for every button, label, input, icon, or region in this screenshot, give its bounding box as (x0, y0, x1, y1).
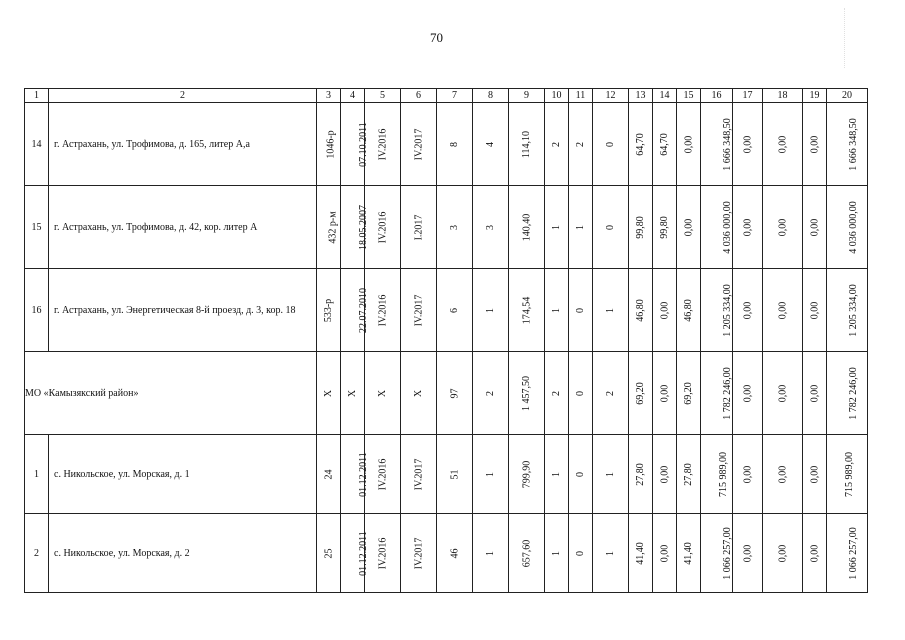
cell-value: 46,80 (635, 298, 646, 322)
cell-value: 0,00 (809, 384, 820, 402)
cell-value: 1 (485, 471, 496, 477)
cell-value: 114,10 (520, 130, 532, 158)
cell-value: 2 (575, 141, 586, 147)
cell-c15 (677, 269, 701, 352)
cell-value: 2 (551, 141, 562, 147)
cell-c17 (733, 352, 763, 435)
cell-c9 (509, 514, 545, 593)
cell-c4 (341, 186, 369, 269)
cell-c17 (733, 435, 763, 514)
housing-table (24, 88, 868, 593)
cell-c15 (677, 103, 701, 186)
cell-c3 (317, 352, 341, 435)
cell-c17 (733, 186, 763, 269)
cell-value: 0,00 (777, 135, 788, 153)
cell-value: 0,00 (659, 384, 670, 402)
cell-value: 22.07.2010 (358, 287, 369, 333)
cell-value: 0,00 (777, 465, 788, 483)
cell-c12 (593, 435, 629, 514)
cell-value: 1 (485, 550, 496, 556)
cell-c7 (437, 435, 473, 514)
header-cell-12: 12 (593, 89, 629, 103)
cell-c19 (803, 514, 827, 593)
cell-value: 1 066 257,00 (721, 526, 733, 580)
cell-c19 (803, 103, 827, 186)
cell-c11 (569, 352, 593, 435)
cell-value: IV.2016 (376, 211, 388, 243)
cell-c16 (701, 435, 733, 514)
cell-value: 0,00 (809, 544, 820, 562)
cell-value: 1 (605, 550, 616, 556)
cell-value: 140,40 (521, 213, 532, 241)
cell-value: Х (412, 389, 424, 397)
cell-value: Х (376, 389, 388, 397)
cell-value: 1 (605, 471, 616, 477)
cell-c14 (653, 269, 677, 352)
header-cell-1: 1 (25, 89, 49, 103)
cell-value: 0 (605, 141, 616, 147)
cell-c5 (365, 514, 401, 593)
cell-c3 (317, 103, 341, 186)
header-cell-3: 3 (317, 89, 341, 103)
cell-value: 1 205 334,00 (847, 283, 859, 337)
district-summary-label: МО «Камызякский район» (25, 352, 317, 435)
cell-c10 (545, 514, 569, 593)
cell-c16 (701, 103, 733, 186)
cell-value: 46,80 (683, 298, 694, 322)
cell-c19 (803, 186, 827, 269)
address-cell: г. Астрахань, ул. Трофимова, д. 42, кор. литер А (49, 186, 317, 269)
cell-value: 1 (485, 307, 496, 313)
cell-value: 0 (575, 550, 586, 556)
cell-value: 1 (605, 307, 616, 313)
address-cell: с. Никольское, ул. Морская, д. 2 (49, 514, 317, 593)
cell-value: 0,00 (777, 544, 788, 562)
cell-c18 (763, 435, 803, 514)
cell-c4 (341, 435, 369, 514)
cell-c4 (341, 269, 369, 352)
cell-value: IV.2017 (412, 537, 424, 569)
address-cell: с. Никольское, ул. Морская, д. 1 (49, 435, 317, 514)
cell-c8 (473, 103, 509, 186)
cell-c19 (803, 435, 827, 514)
cell-c14 (653, 514, 677, 593)
cell-value: 0,00 (742, 384, 753, 402)
page-number: 70 (430, 30, 443, 45)
cell-value: 0,00 (742, 301, 753, 319)
cell-c19 (803, 269, 827, 352)
cell-value: 64,70 (635, 132, 646, 156)
row-number: 15 (25, 186, 49, 269)
cell-c15 (677, 514, 701, 593)
header-cell-13: 13 (629, 89, 653, 103)
cell-value: 799,90 (521, 460, 532, 488)
cell-c12 (593, 514, 629, 593)
header-cell-9: 9 (509, 89, 545, 103)
cell-value: 0 (575, 471, 586, 477)
cell-c3 (317, 514, 341, 593)
cell-c9 (509, 186, 545, 269)
cell-c10 (545, 103, 569, 186)
cell-c7 (437, 269, 473, 352)
cell-value: 3 (485, 224, 496, 230)
cell-value: 0,00 (659, 544, 670, 562)
cell-value: Х (346, 389, 358, 397)
cell-value: 0,00 (809, 465, 820, 483)
cell-c3 (317, 186, 341, 269)
cell-c13 (629, 435, 653, 514)
row-number: 16 (25, 269, 49, 352)
cell-c10 (545, 186, 569, 269)
cell-value: 1 (551, 550, 562, 556)
cell-c17 (733, 514, 763, 593)
cell-value: 41,40 (635, 541, 646, 565)
table-row (25, 435, 868, 514)
cell-value: 174,54 (521, 296, 532, 324)
cell-value: 4 (485, 141, 496, 147)
cell-c18 (763, 269, 803, 352)
cell-c4 (341, 352, 365, 435)
cell-value: 1 (575, 224, 586, 230)
cell-value: IV.2017 (412, 458, 424, 490)
cell-c8 (473, 352, 509, 435)
header-cell-16: 16 (701, 89, 733, 103)
cell-value: 2 (551, 390, 562, 396)
cell-value: 2 (485, 390, 496, 396)
cell-value: 0,00 (742, 544, 753, 562)
cell-value: 4 036 000,00 (721, 200, 733, 254)
cell-c20 (827, 435, 868, 514)
cell-c14 (653, 352, 677, 435)
cell-c6 (401, 352, 437, 435)
cell-c18 (763, 352, 803, 435)
cell-c6 (401, 103, 437, 186)
cell-value: IV.2016 (376, 458, 388, 490)
cell-c5 (365, 269, 401, 352)
header-cell-6: 6 (401, 89, 437, 103)
header-cell-7: 7 (437, 89, 473, 103)
cell-c19 (803, 352, 827, 435)
cell-c16 (701, 352, 733, 435)
header-cell-17: 17 (733, 89, 763, 103)
cell-c18 (763, 103, 803, 186)
cell-c13 (629, 269, 653, 352)
cell-value: 1 205 334,00 (721, 283, 733, 337)
cell-value: 97 (449, 388, 460, 398)
cell-value: IV.2016 (376, 537, 388, 569)
cell-c6 (401, 269, 437, 352)
cell-value: 1 666 348,50 (847, 117, 859, 171)
header-cell-18: 18 (763, 89, 803, 103)
cell-c7 (437, 352, 473, 435)
cell-c15 (677, 435, 701, 514)
cell-value: 0 (605, 224, 616, 230)
cell-value: 0,00 (683, 218, 694, 236)
cell-c5 (365, 352, 401, 435)
cell-value: 0,00 (659, 465, 670, 483)
cell-c6 (401, 186, 437, 269)
cell-value: 0,00 (777, 218, 788, 236)
cell-c15 (677, 186, 701, 269)
cell-value: 0,00 (742, 218, 753, 236)
cell-value: 4 036 000,00 (847, 200, 859, 254)
cell-value: 0,00 (777, 301, 788, 319)
cell-c8 (473, 435, 509, 514)
cell-value: 0,00 (659, 301, 670, 319)
cell-value: 01.12.2011 (357, 530, 369, 576)
cell-value: 657,60 (521, 539, 532, 567)
cell-c20 (827, 269, 868, 352)
cell-value: 1046-р (325, 129, 337, 159)
cell-value: 99,80 (635, 215, 646, 239)
cell-value: 27,80 (683, 462, 694, 486)
cell-c11 (569, 514, 593, 593)
cell-c3 (317, 269, 341, 352)
cell-c4 (341, 103, 369, 186)
cell-c13 (629, 514, 653, 593)
cell-value: 24 (323, 469, 334, 479)
cell-c10 (545, 269, 569, 352)
address-cell: г. Астрахань, ул. Энергетическая 8-й проезд, д. 3, кор. 18 (49, 269, 317, 352)
cell-c20 (827, 103, 868, 186)
row-number: 2 (25, 514, 49, 593)
cell-c11 (569, 186, 593, 269)
cell-c12 (593, 103, 629, 186)
cell-c5 (365, 103, 401, 186)
cell-value: IV.2017 (412, 294, 424, 326)
cell-value: 64,70 (659, 132, 670, 156)
cell-value: 0,00 (742, 465, 753, 483)
cell-c17 (733, 269, 763, 352)
cell-c6 (401, 435, 437, 514)
cell-c9 (509, 103, 545, 186)
header-row (25, 89, 868, 103)
cell-c11 (569, 269, 593, 352)
cell-c11 (569, 103, 593, 186)
cell-value: 46 (449, 548, 460, 558)
cell-c10 (545, 352, 569, 435)
cell-c18 (763, 186, 803, 269)
cell-value: 533-р (323, 298, 335, 322)
cell-c16 (701, 186, 733, 269)
header-cell-20: 20 (827, 89, 868, 103)
cell-value: 27,80 (635, 462, 646, 486)
cell-value: 99,80 (659, 215, 670, 239)
cell-c8 (473, 186, 509, 269)
cell-c10 (545, 435, 569, 514)
cell-c14 (653, 186, 677, 269)
row-number: 14 (25, 103, 49, 186)
table-row (25, 269, 868, 352)
cell-value: IV.2016 (376, 294, 388, 326)
cell-value: 1 (551, 471, 562, 477)
cell-value: 69,20 (635, 381, 646, 405)
cell-c3 (317, 435, 341, 514)
cell-c14 (653, 435, 677, 514)
header-cell-2: 2 (49, 89, 317, 103)
cell-value: 51 (449, 469, 460, 479)
cell-c7 (437, 514, 473, 593)
cell-c13 (629, 352, 653, 435)
cell-value: 41,40 (683, 541, 694, 565)
cell-c20 (827, 186, 868, 269)
cell-value: 2 (605, 390, 616, 396)
cell-c8 (473, 269, 509, 352)
cell-c14 (653, 103, 677, 186)
cell-value: 0,00 (809, 301, 820, 319)
header-cell-4: 4 (341, 89, 365, 103)
cell-value: 1 457,50 (521, 375, 532, 411)
cell-c20 (827, 514, 868, 593)
scan-artifact (844, 8, 865, 68)
header-cell-5: 5 (365, 89, 401, 103)
cell-c16 (701, 269, 733, 352)
cell-c7 (437, 186, 473, 269)
cell-value: 1 782 246,00 (721, 366, 733, 420)
table-row (25, 352, 868, 435)
cell-c13 (629, 103, 653, 186)
row-number: 1 (25, 435, 49, 514)
cell-value: 01.12.2011 (357, 451, 369, 497)
cell-value: 0 (575, 307, 586, 313)
cell-c5 (365, 435, 401, 514)
cell-value: 6 (449, 307, 460, 313)
address-cell: г. Астрахань, ул. Трофимова, д. 165, литер А,а (49, 103, 317, 186)
header-cell-15: 15 (677, 89, 701, 103)
header-cell-14: 14 (653, 89, 677, 103)
cell-value: 25 (323, 548, 334, 558)
cell-c9 (509, 435, 545, 514)
cell-value: 1 666 348,50 (721, 117, 733, 171)
cell-c9 (509, 269, 545, 352)
cell-value: 0,00 (809, 218, 820, 236)
cell-value: I.2017 (413, 214, 424, 240)
cell-c17 (733, 103, 763, 186)
cell-value: 432 р-м (327, 210, 339, 244)
cell-value: 8 (449, 141, 460, 147)
cell-value: 1 066 257,00 (847, 526, 859, 580)
cell-c12 (593, 186, 629, 269)
table-row (25, 186, 868, 269)
cell-value: 69,20 (683, 381, 694, 405)
cell-c6 (401, 514, 437, 593)
cell-value: 0,00 (809, 135, 820, 153)
cell-value: IV.2017 (412, 128, 424, 160)
cell-c13 (629, 186, 653, 269)
cell-value: Х (322, 389, 334, 397)
cell-value: 1 (551, 224, 562, 230)
cell-value: 1 782 246,00 (847, 366, 859, 420)
cell-value: 715 989,00 (844, 451, 855, 497)
cell-c12 (593, 269, 629, 352)
cell-value: IV.2016 (376, 128, 388, 160)
cell-value: 18.05.2007 (358, 204, 369, 250)
cell-c5 (365, 186, 401, 269)
cell-c4 (341, 514, 369, 593)
cell-c20 (827, 352, 868, 435)
cell-c16 (701, 514, 733, 593)
cell-value: 715 989,00 (718, 451, 729, 497)
cell-c9 (509, 352, 545, 435)
table-row (25, 514, 868, 593)
cell-c15 (677, 352, 701, 435)
header-cell-10: 10 (545, 89, 569, 103)
table-row (25, 103, 868, 186)
cell-c8 (473, 514, 509, 593)
header-cell-8: 8 (473, 89, 509, 103)
cell-value: 07.10.2011 (357, 121, 369, 167)
cell-value: 0,00 (777, 384, 788, 402)
cell-c7 (437, 103, 473, 186)
cell-value: 1 (551, 307, 562, 313)
cell-value: 0 (575, 390, 586, 396)
header-cell-19: 19 (803, 89, 827, 103)
cell-c11 (569, 435, 593, 514)
cell-c12 (593, 352, 629, 435)
header-cell-11: 11 (569, 89, 593, 103)
cell-c18 (763, 514, 803, 593)
cell-value: 0,00 (742, 135, 753, 153)
cell-value: 3 (449, 224, 460, 230)
cell-value: 0,00 (683, 135, 694, 153)
